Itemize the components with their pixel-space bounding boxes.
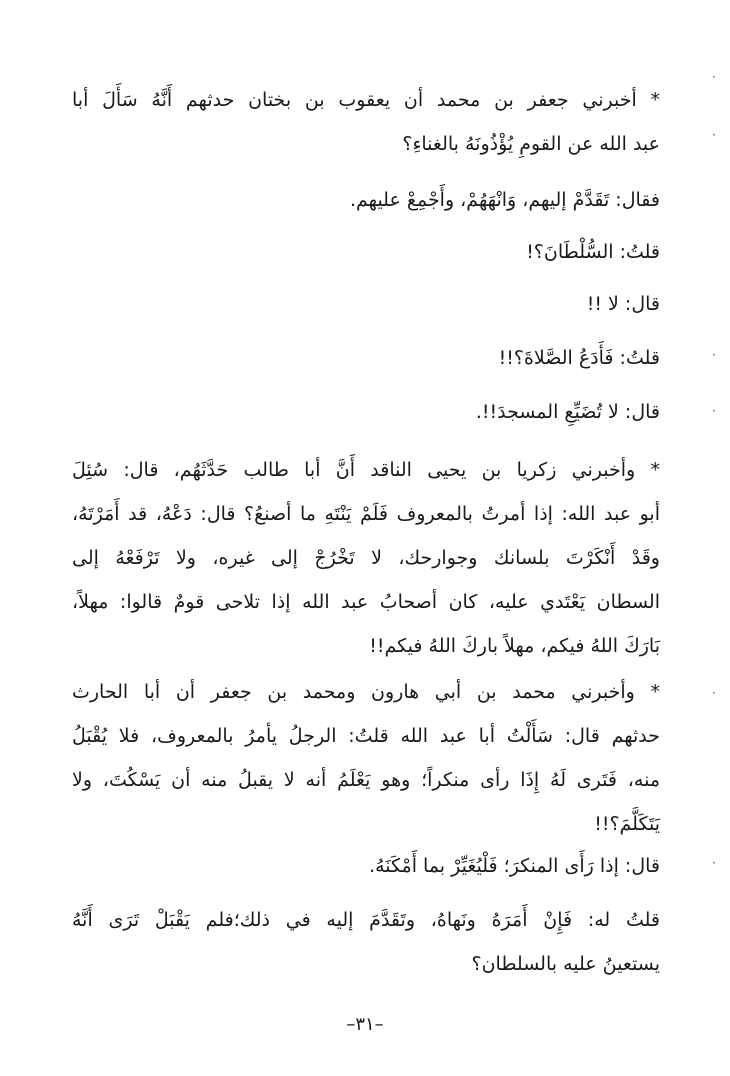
paragraph-line: قال: لا !! (586, 293, 660, 315)
paragraph-line: حدثهم قال: سَأَلْتُ أبا عبد الله قلتُ: الرجلُ يأمرُ بالمعروف، فلا يُقْبَلُ (72, 725, 660, 747)
paragraph-line: * وأخبرني محمد بن أبي هارون ومحمد بن جعفر أن أبا الحارث (72, 681, 660, 703)
scan-mark: · (712, 404, 716, 418)
paragraph-line: بَارَكَ اللهُ فيكم، مهلاً باركَ اللهُ فيكم!! (369, 635, 660, 657)
paragraph-6 (72, 390, 660, 434)
paragraph-5 (72, 336, 660, 380)
paragraph-line: * وأخبرني زكريا بن يحيى الناقد أَنَّ أبا طالب حَدَّثَهُم، قال: سُئِلَ (72, 459, 660, 481)
paragraph-2 (72, 178, 660, 222)
paragraph-line: منه، فَتَرى لَهُ إِذَا رأى منكراً؛ وهو يَعْلَمُ أنه لا يقبلُ منه أن يَسْكُتَ، ولا (72, 769, 660, 791)
paragraph-4 (72, 282, 660, 326)
scan-mark: · (712, 686, 716, 700)
scan-mark: · (712, 128, 716, 142)
paragraph-line: قلتُ: فَأَدَعُ الصَّلاةَ؟!! (498, 347, 660, 369)
paragraph-1 (72, 78, 660, 166)
paragraph-line: فقال: تَقَدَّمْ إليهم، وَانْهَهُمْ، وأَجْمِعْ عليهم. (350, 189, 660, 211)
paragraph-3 (72, 230, 660, 274)
paragraph-line: وقَدْ أَنْكَرْتَ بلسانك وجوارحك، لا تَخْرُجْ إلى غيره، ولا تَرْفَعْهُ إلى (72, 547, 660, 569)
scan-mark: · (712, 856, 716, 870)
paragraph-line: قلتُ له: فَإِنْ أَمَرَهُ ونَهاهُ، وتَقَدَّمَ إليه في ذلك؛فلم يَقْبَلْ تَرَى أَنَّهُ (72, 909, 660, 931)
paragraph-8 (72, 670, 660, 846)
paragraph-line: عبد الله عن القومِ يُؤْذُونَهُ بالغناءِ؟ (402, 133, 660, 155)
paragraph-line: أبو عبد الله: إذا أمرتُ بالمعروف فَلَمْ يَنْتَهِ ما أصنعُ؟ قال: دَعْهُ، قد أَمَرْتَهُ، (72, 503, 660, 525)
paragraph-line: قال: لا تُضَيِّعِ المسجدَ!!. (475, 401, 660, 423)
paragraph-7 (72, 448, 660, 668)
paragraph-line: قلتُ: السُّلْطَانَ؟! (526, 241, 660, 263)
page-number: –٣١– (346, 1014, 384, 1035)
paragraph-line: يَتَكَلَّمَ؟!! (594, 813, 660, 835)
scan-mark: · (712, 70, 716, 84)
scan-mark: · (712, 348, 716, 362)
paragraph-9 (72, 844, 660, 888)
paragraph-line: يستعينُ عليه بالسلطان؟ (471, 953, 660, 975)
paragraph-line: قال: إذا رَأَى المنكرَ؛ فَلْيُغَيِّرْ بما أَمْكَنَهُ. (369, 855, 660, 877)
paragraph-10 (72, 898, 660, 986)
paragraph-line: السطان يَعْتَدي عليه، كان أصحابُ عبد الله إذا تلاحى قومٌ قالوا: مهلاً، (72, 591, 660, 613)
paragraph-line: * أخبرني جعفر بن محمد أن يعقوب بن بختان حدثهم أَنَّهُ سَأَلَ أبا (72, 89, 660, 111)
